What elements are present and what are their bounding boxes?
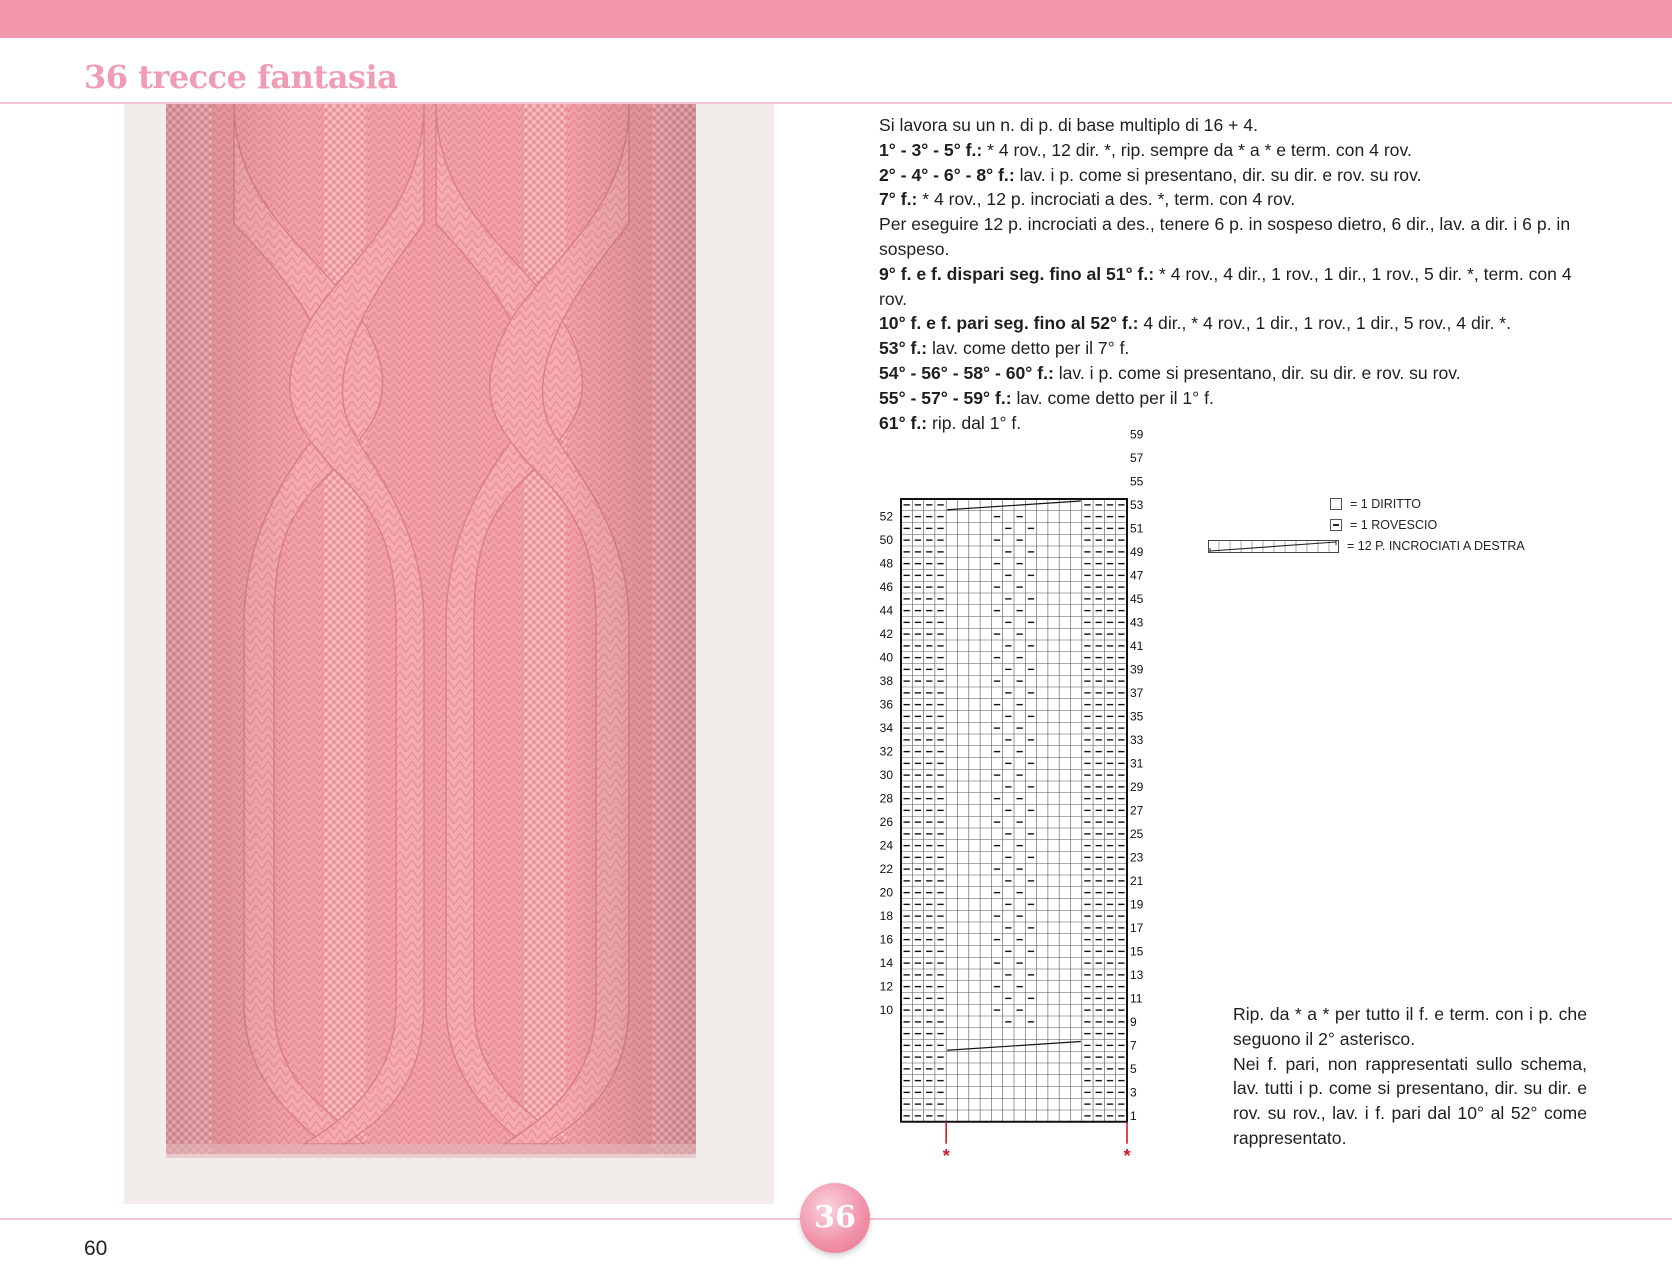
chart-row-number: 14 <box>879 956 893 971</box>
chart-row-number: 59 <box>1130 427 1144 442</box>
instruction-row-label: 53° f.: <box>879 338 928 359</box>
instruction-row-text: Per eseguire 12 p. incrociati a des., tenere 6 p. in sospeso dietro, 6 dir., lav. a dir. i 6 p. in sospeso. <box>879 214 1571 259</box>
chart-row-number: 40 <box>879 650 893 665</box>
instruction-row-label: 54° - 56° - 58° - 60° f.: <box>879 362 1054 383</box>
instruction-line <box>879 411 1591 436</box>
chart-row-number: 11 <box>1130 991 1143 1006</box>
instruction-row-text: lav. i p. come si presentano, dir. su dir. e rov. su rov. <box>1014 164 1422 185</box>
knit-symbol-icon <box>1330 498 1342 510</box>
chart-row-number: 17 <box>1130 920 1144 935</box>
purl-symbol-icon <box>1330 519 1342 531</box>
chart-row-number: 22 <box>879 862 893 877</box>
chart-row-number: 55 <box>1130 474 1144 489</box>
chart-row-number: 48 <box>879 556 893 571</box>
chart-row-number: 46 <box>879 580 893 595</box>
notes-text <box>1233 1002 1587 1151</box>
chart-row-number: 24 <box>879 838 893 853</box>
instruction-line <box>879 361 1591 386</box>
instruction-line <box>879 386 1591 411</box>
chart-row-number: 49 <box>1130 544 1144 559</box>
instruction-row-text: lav. come detto per il 7° f. <box>927 338 1130 359</box>
chart-row-number: 29 <box>1130 779 1144 794</box>
legend-cable: = 12 P. INCROCIATI A DESTRA <box>1208 539 1525 553</box>
repeat-asterisk: * <box>942 1145 950 1166</box>
chart-row-number: 7 <box>1130 1038 1137 1053</box>
chart-row-number: 1 <box>1130 1108 1137 1123</box>
instruction-row-text: * 4 rov., 4 dir., 1 rov., 1 dir., 1 rov., 5 dir. *, term. con 4 rov. <box>879 263 1572 309</box>
chart-row-number: 19 <box>1130 897 1144 912</box>
chart-row-number: 25 <box>1130 826 1144 841</box>
note-paragraph: Rip. da * a * per tutto il f. e term. con i p. che seguono il 2° asterisco. <box>1233 1004 1587 1049</box>
chart-row-number: 3 <box>1130 1085 1137 1100</box>
instruction-row-label: 10° f. e f. pari seg. fino al 52° f.: <box>879 313 1139 334</box>
chart-row-number: 20 <box>879 885 893 900</box>
chart-row-number: 10 <box>879 1003 893 1018</box>
chart-row-number: 43 <box>1130 615 1144 630</box>
knitting-chart <box>860 427 1170 1166</box>
chart-row-number: 37 <box>1130 685 1144 700</box>
chart-row-number: 31 <box>1130 756 1144 771</box>
instruction-line <box>879 163 1591 188</box>
chart-row-number: 28 <box>879 791 893 806</box>
instruction-line <box>879 113 1591 138</box>
chart-row-number: 41 <box>1130 638 1144 653</box>
chart-row-number: 53 <box>1130 497 1144 512</box>
chart-row-number: 32 <box>879 744 893 759</box>
instruction-row-label: 55° - 57° - 59° f.: <box>879 387 1012 408</box>
chart-row-number: 51 <box>1130 521 1144 536</box>
chart-row-number: 50 <box>879 533 893 548</box>
instruction-row-label: 1° - 3° - 5° f.: <box>879 139 983 160</box>
chart-row-number: 9 <box>1130 1014 1137 1029</box>
instruction-row-label: 7° f.: <box>879 189 918 210</box>
chart-row-number: 47 <box>1130 568 1144 583</box>
chart-row-number: 35 <box>1130 709 1144 724</box>
chart-row-number: 45 <box>1130 591 1144 606</box>
instruction-row-text: rip. dal 1° f. <box>927 412 1022 433</box>
instruction-line <box>879 187 1591 212</box>
instruction-row-text: Si lavora su un n. di p. di base multiplo di 16 + 4. <box>879 115 1258 135</box>
instruction-line <box>879 336 1591 361</box>
top-color-band <box>0 0 1672 38</box>
legend-knit: = 1 DIRITTO <box>1330 497 1421 511</box>
chart-row-number: 34 <box>879 721 893 736</box>
pattern-number-badge: 36 <box>800 1183 870 1253</box>
page-title: 36 trecce fantasia <box>84 58 398 96</box>
chart-row-number: 33 <box>1130 732 1144 747</box>
chart-row-number: 18 <box>879 909 893 924</box>
instruction-row-text: lav. come detto per il 1° f. <box>1011 387 1214 408</box>
chart-row-number: 26 <box>879 815 893 830</box>
chart-row-number: 39 <box>1130 662 1144 677</box>
legend-purl: = 1 ROVESCIO <box>1330 518 1437 532</box>
chart-row-number: 13 <box>1130 967 1144 982</box>
chart-row-number: 16 <box>879 932 893 947</box>
chart-row-number: 57 <box>1130 450 1144 465</box>
chart-row-number: 30 <box>879 768 893 783</box>
page-number: 60 <box>84 1237 108 1260</box>
instruction-line <box>879 212 1591 262</box>
knit-swatch-photo <box>124 104 774 1204</box>
instruction-line <box>879 138 1591 163</box>
chart-row-number: 12 <box>879 979 893 994</box>
instruction-line <box>879 262 1591 312</box>
chart-row-number: 27 <box>1130 803 1144 818</box>
instruction-row-text: * 4 rov., 12 p. incrociati a des. *, term. con 4 rov. <box>917 189 1296 210</box>
instruction-line <box>879 311 1591 336</box>
chart-row-number: 36 <box>879 697 893 712</box>
chart-row-number: 42 <box>879 627 893 642</box>
instructions-text <box>879 113 1591 435</box>
chart-row-number: 52 <box>879 509 893 524</box>
chart-legend <box>1208 497 1568 577</box>
chart-row-number: 23 <box>1130 850 1144 865</box>
chart-row-number: 15 <box>1130 944 1144 959</box>
instruction-row-text: * 4 rov., 12 dir. *, rip. sempre da * a * e term. con 4 rov. <box>982 139 1412 160</box>
instruction-row-label: 9° f. e f. dispari seg. fino al 51° f.: <box>879 263 1155 284</box>
cable-symbol-icon <box>1208 540 1339 553</box>
instruction-row-label: 2° - 4° - 6° - 8° f.: <box>879 164 1015 185</box>
repeat-asterisk: * <box>1123 1145 1131 1166</box>
instruction-row-text: 4 dir., * 4 rov., 1 dir., 1 rov., 1 dir., 5 rov., 4 dir. *. <box>1138 313 1512 334</box>
chart-row-number: 38 <box>879 674 893 689</box>
chart-row-number: 21 <box>1130 873 1144 888</box>
instruction-row-label: 61° f.: <box>879 412 928 433</box>
chart-row-number: 5 <box>1130 1061 1137 1076</box>
note-paragraph: Nei f. pari, non rappresentati sullo schema, lav. tutti i p. come si presentano, dir. su dir. e rov. su rov., lav. i f. pari dal 10° al 52° come rappresentato. <box>1233 1053 1587 1148</box>
chart-row-number: 44 <box>879 603 893 618</box>
instruction-row-text: lav. i p. come si presentano, dir. su dir. e rov. su rov. <box>1053 362 1461 383</box>
